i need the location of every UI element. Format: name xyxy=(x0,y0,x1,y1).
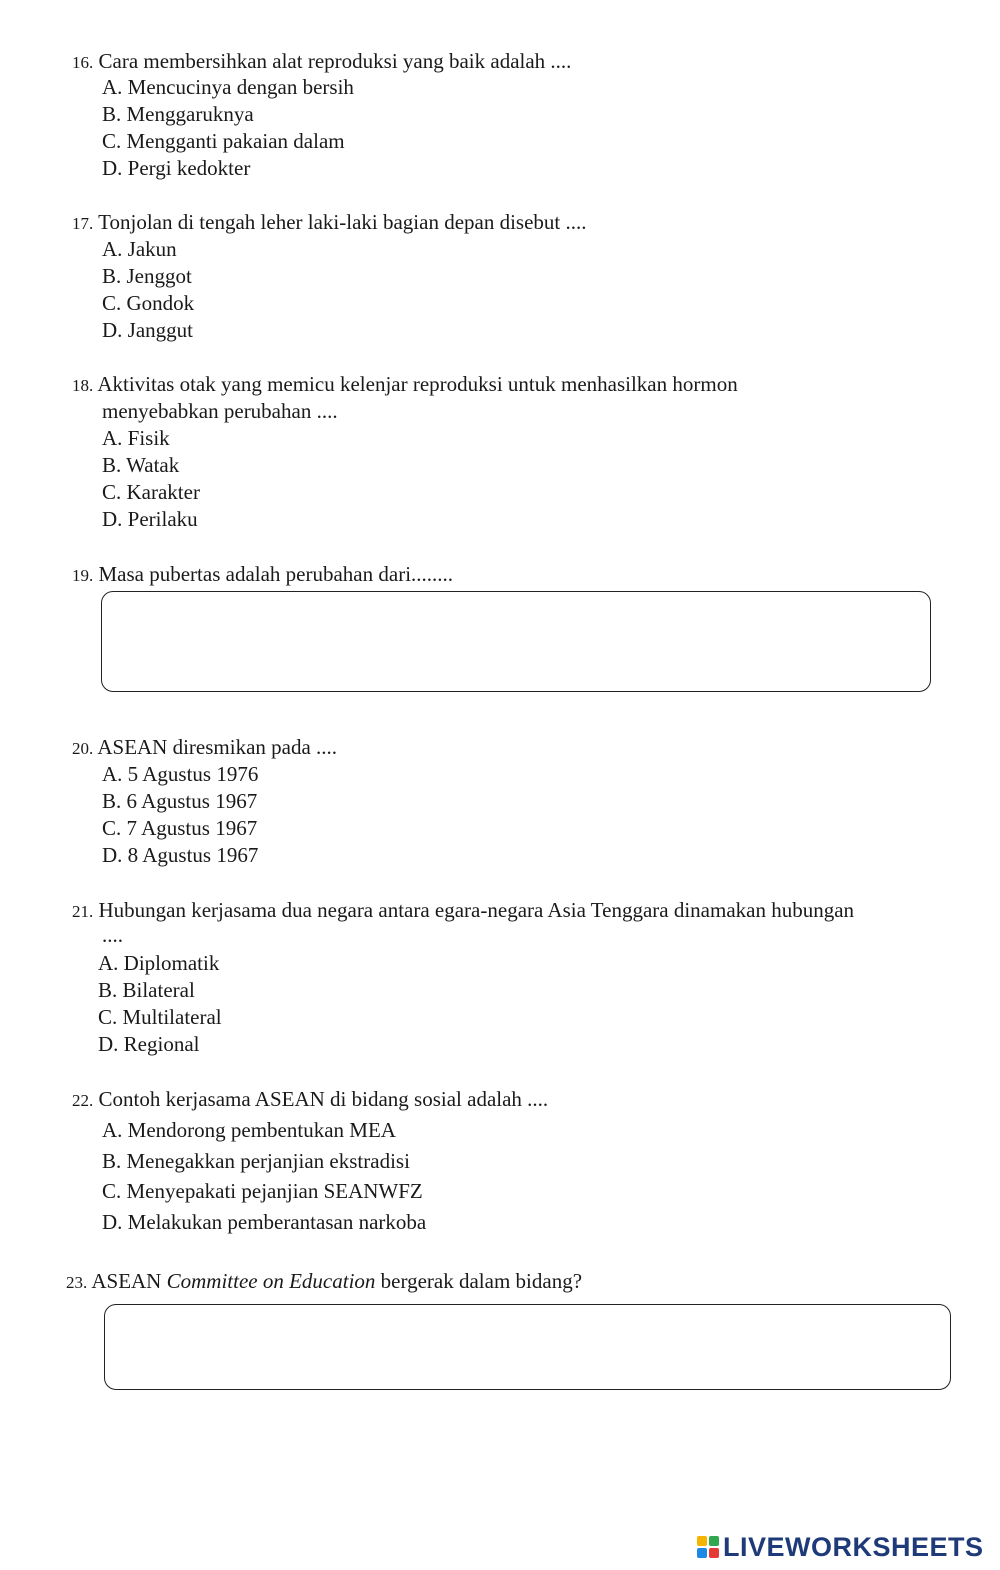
question-23: 23. ASEAN Committee on Education bergerak dalam bidang? xyxy=(66,1269,583,1293)
question-text: Cara membersihkan alat reproduksi yang baik adalah .... xyxy=(98,49,572,73)
option-d[interactable]: D. Melakukan pemberantasan narkoba xyxy=(102,1210,427,1234)
option-d[interactable]: D. Regional xyxy=(98,1032,200,1056)
option-a[interactable]: A. Fisik xyxy=(102,426,170,450)
option-a[interactable]: A. Mencucinya dengan bersih xyxy=(102,75,354,99)
question-text: Tonjolan di tengah leher laki-laki bagian depan disebut .... xyxy=(98,210,587,234)
answer-box-23[interactable] xyxy=(104,1304,951,1390)
question-21: 21. Hubungan kerjasama dua negara antara egara-negara Asia Tenggara dinamakan hubungan xyxy=(72,898,855,922)
question-16: 16. Cara membersihkan alat reproduksi yang baik adalah .... xyxy=(72,49,572,73)
question-22: 22. Contoh kerjasama ASEAN di bidang sosial adalah .... xyxy=(72,1087,549,1111)
liveworksheets-logo-icon xyxy=(697,1536,719,1558)
option-d[interactable]: D. Janggut xyxy=(102,318,193,342)
option-a[interactable]: A. Mendorong pembentukan MEA xyxy=(102,1118,396,1142)
option-d[interactable]: D. Perilaku xyxy=(102,507,198,531)
question-19: 19. Masa pubertas adalah perubahan dari........ xyxy=(72,562,454,586)
answer-box-19[interactable] xyxy=(101,591,931,692)
question-text-italic: Committee on Education xyxy=(166,1269,376,1293)
question-18: 18. Aktivitas otak yang memicu kelenjar reproduksi untuk menhasilkan hormon xyxy=(72,372,738,396)
question-text-continued: menyebabkan perubahan .... xyxy=(102,399,338,423)
option-c[interactable]: C. Multilateral xyxy=(98,1005,222,1029)
option-b[interactable]: B. Menggaruknya xyxy=(102,102,254,126)
question-17: 17. Tonjolan di tengah leher laki-laki bagian depan disebut .... xyxy=(72,210,587,234)
question-text: Contoh kerjasama ASEAN di bidang sosial adalah .... xyxy=(98,1087,549,1111)
option-b[interactable]: B. Bilateral xyxy=(98,978,195,1002)
question-text-end: bergerak dalam bidang? xyxy=(375,1269,583,1293)
option-a[interactable]: A. 5 Agustus 1976 xyxy=(102,762,259,786)
question-text-continued: .... xyxy=(102,923,123,947)
option-c[interactable]: C. Gondok xyxy=(102,291,195,315)
option-d[interactable]: D. 8 Agustus 1967 xyxy=(102,843,259,867)
option-a[interactable]: A. Jakun xyxy=(102,237,177,261)
option-c[interactable]: C. 7 Agustus 1967 xyxy=(102,816,258,840)
option-c[interactable]: C. Karakter xyxy=(102,480,200,504)
liveworksheets-logo xyxy=(697,1532,984,1562)
option-a[interactable]: A. Diplomatik xyxy=(98,951,220,975)
question-text: Masa pubertas adalah perubahan dari........ xyxy=(98,562,454,586)
option-d[interactable]: D. Pergi kedokter xyxy=(102,156,251,180)
question-text: Aktivitas otak yang memicu kelenjar reproduksi untuk menhasilkan hormon xyxy=(97,372,738,396)
option-b[interactable]: B. Menegakkan perjanjian ekstradisi xyxy=(102,1149,410,1173)
question-text: ASEAN diresmikan pada .... xyxy=(97,735,338,759)
option-c[interactable]: C. Mengganti pakaian dalam xyxy=(102,129,345,153)
question-text: Hubungan kerjasama dua negara antara egara-negara Asia Tenggara dinamakan hubungan xyxy=(98,898,855,922)
option-b[interactable]: B. 6 Agustus 1967 xyxy=(102,789,258,813)
option-c[interactable]: C. Menyepakati pejanjian SEANWFZ xyxy=(102,1179,423,1203)
question-text-start: ASEAN xyxy=(91,1269,167,1293)
brand-name: LIVEWORKSHEETS xyxy=(723,1531,984,1562)
question-20: 20. ASEAN diresmikan pada .... xyxy=(72,735,338,759)
option-b[interactable]: B. Watak xyxy=(102,453,180,477)
option-b[interactable]: B. Jenggot xyxy=(102,264,192,288)
